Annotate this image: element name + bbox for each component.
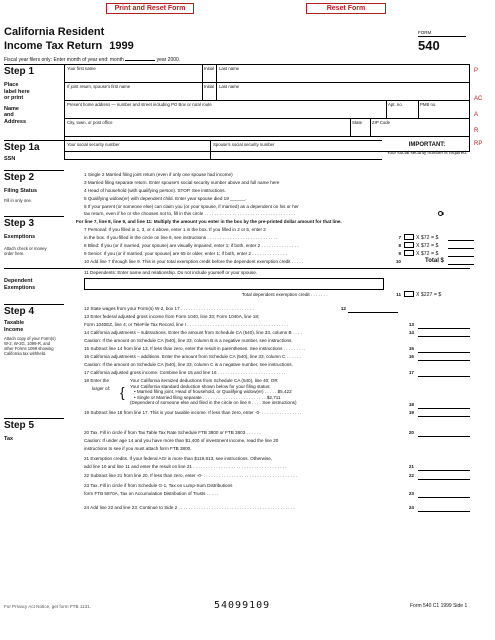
line18-num: 18 — [408, 402, 414, 407]
step1-sub — [4, 82, 54, 126]
step2-heading: Step 2 — [4, 172, 35, 183]
form-label-rule — [418, 36, 466, 37]
line16-num: 16 — [408, 354, 414, 359]
line17-text: 17 California adjusted gross income. Combine line 15 and line 16 . . . . . . . . . . . . . . . . . . . . . . . . . . . — [84, 370, 286, 375]
step2-note: Fill in only one. — [4, 198, 32, 203]
line19-amount-rule — [418, 416, 470, 417]
line15-text: 15 Subtract line 14 from line 13. If less than zero, enter the result in parentheses. See instructions . . . . . . . . . — [84, 346, 306, 351]
line9-box[interactable] — [404, 250, 414, 256]
radio-circle-icon — [438, 211, 443, 216]
step1-heading: Step 1 — [4, 66, 35, 77]
step1-sub-address: Address — [4, 118, 27, 125]
line22-amount-rule — [418, 479, 470, 480]
step4-note: Attach copy of your Form(s) W-2, W-2G, 1099-R, and other Forms 1099 showing California tax withheld. — [4, 336, 56, 357]
line21-text-a: 21 Exemption credits. If your federal AGI is more than $119,813, see instructions. Otherwise, — [84, 456, 273, 461]
city-label: City, town, or post office — [67, 120, 113, 125]
line15-amount-rule — [418, 352, 470, 353]
step4-rule — [4, 304, 64, 305]
line12-num: 12 — [340, 306, 346, 311]
initial-divider-2 — [202, 82, 203, 100]
line7-num: 7 — [398, 235, 401, 240]
line14-num: 14 — [408, 330, 414, 335]
apt-divider — [386, 100, 387, 118]
line8-amount-rule — [448, 248, 474, 249]
line6-circle[interactable] — [438, 211, 445, 217]
line13-amount-rule — [418, 328, 470, 329]
line6-text-b: tax return, even if he or she chooses not to, fill in this circle . . . . . . . . . . . . . . . . . . . . . . . . . . . . . . . . . . . . — [84, 211, 296, 216]
last-name-label-2: Last name — [219, 84, 240, 89]
line20-num: 20 — [408, 430, 414, 435]
line8-text: 8 Blind: If you (or if married, your spouse) are visually impaired, enter 1; if both, enter 2 . . . . . . . . . . . . . . . — [84, 243, 299, 248]
step1-sub-and: and — [4, 112, 14, 119]
line18-standard: Your California standard deduction shown below for your filing status: — [130, 383, 271, 389]
step1-sub-name: Name — [4, 105, 19, 112]
exemption-instruction: For line 7, line 8, line 9, and line 11: Multiply the amount you enter in the box by the pre-printed dollar amount for that line. — [76, 219, 342, 224]
side-code-p: P — [474, 68, 479, 74]
filing-status-head-household[interactable]: 4 Head of household (with qualifying person). STOP. See instructions. — [84, 188, 226, 193]
spouse-ssn-field[interactable] — [212, 148, 342, 158]
step1a-rule — [4, 140, 64, 141]
initial-divider — [202, 64, 203, 82]
step5-sub: Tax — [4, 436, 14, 442]
form-number: 540 — [418, 38, 440, 53]
dependents-heading-1: Dependent — [4, 278, 33, 284]
form-side-id: Form 540 C1 1999 Side 1 — [410, 603, 468, 609]
line12-amount-rule — [348, 312, 398, 313]
address-field[interactable] — [65, 108, 385, 117]
line15-num: 15 — [408, 346, 414, 351]
pmb-divider — [418, 100, 419, 118]
form-title-line2 — [4, 40, 134, 53]
line6-num: 6 — [441, 211, 444, 216]
ssn-divider — [210, 140, 211, 160]
line24-amount-rule — [418, 511, 470, 512]
line10-calc: Total $ — [425, 258, 444, 264]
line21-amount-rule — [418, 470, 470, 471]
zip-divider — [370, 118, 371, 136]
step4-heading: Step 4 — [4, 306, 35, 317]
line23-text: form FTB 5870A, Tax on Accumulation Distribution of Trusts . . . . . — [84, 491, 219, 496]
state-divider — [350, 118, 351, 136]
dependents-total-label: Total dependent exemption credit . . . . . . . — [242, 292, 328, 297]
line8-calc: X $72 = $ — [416, 243, 439, 249]
first-name-label: Your first name — [67, 66, 96, 71]
line9-text: 9 Senior: If you (or if married, your spouse) are 65 or older, enter 1; if both, enter 2 . . . . . . . . . . . . . . — [84, 251, 287, 256]
line10-text: 10 Add line 7 through line 9. This is your total exemption credit before the dependent exemption credit . . . . . — [84, 259, 304, 264]
filing-status-widow[interactable]: 5 Qualifying widow(er) with dependent child. Enter year spouse died 19 ______. — [84, 196, 247, 201]
reset-form-button[interactable]: Reset Form — [306, 3, 386, 14]
line9-amount-rule — [448, 256, 474, 257]
pmb-label: PMB no. — [420, 102, 437, 107]
line19-text: 19 Subtract line 18 from line 17. This is your taxable income. If less than zero, enter -0- . . . . . . . . . . . . . . . . — [84, 410, 302, 415]
step1-sub-place: Place — [4, 82, 19, 88]
line7-amount-rule — [448, 240, 474, 241]
line16-text: 16 California adjustments – additions. Enter the amount from Schedule CA (540), line 33, column C . . . . . . — [84, 354, 301, 359]
line12-text: 12 State wages from your Form(s) W-2, box 17 . . . . . . . . . . . . . . . . . . . . . . . . . . . . . — [84, 306, 254, 311]
line18-mfj: • Married filing joint, Head of household, or Qualifying widow(er) . . . . . $5,422 — [134, 389, 292, 394]
line18-lead: 18 Enter the — [84, 378, 110, 383]
line8-box[interactable] — [404, 242, 414, 248]
line17-amount-rule — [418, 376, 470, 377]
step1-sub-print: or print — [4, 95, 24, 102]
step1a-heading: Step 1a — [4, 142, 40, 153]
side-code-rp: RP — [474, 141, 483, 147]
city-field[interactable] — [65, 126, 349, 135]
step5-rule — [4, 418, 64, 419]
step2-rule — [4, 170, 64, 171]
step1-rule — [4, 64, 64, 65]
form-barcode-number: 54099109 — [214, 600, 271, 611]
dependents-heading — [4, 278, 35, 291]
line14-text: 14 California adjustments – subtractions. Enter the amount from Schedule CA (540), line 33, column B . . . . — [84, 330, 302, 335]
dependents-entry-box[interactable] — [84, 278, 384, 290]
line6-text: 6 If your parent (or someone else) can claim you (or your spouse, if married) as a dependent on his or her — [84, 204, 299, 209]
line10-amount-rule — [448, 264, 474, 265]
line18-options — [130, 378, 400, 406]
filing-status-single-joint[interactable]: 1 Single 2 Married filing joint return (even if only one spouse had income) — [84, 172, 233, 177]
name-row-rule2 — [64, 100, 470, 101]
line11-text: 11 Dependents: Enter name and relationship. Do not include yourself or your spouse. — [84, 270, 258, 275]
line17-num: 17 — [408, 370, 414, 375]
line16-amount-rule — [418, 360, 470, 361]
line13-num: 13 — [408, 322, 414, 327]
step3-sub: Exemptions — [4, 234, 36, 240]
your-ssn-field[interactable] — [66, 148, 196, 158]
line13-text: Form 1040EZ, line 4; or TeleFile Tax Record, line I . . . . . . . . . . . . . . . . . . . . . . . . . . . . . . . . . . . . . . . . — [84, 322, 289, 327]
line20-text: 20 Tax. Fill in circle if from Tax Table Tax Rate Schedule FTB 3800 or FTB 3803 . . . . . . — [84, 430, 261, 435]
step4-sub — [4, 320, 24, 333]
line9-num: 9 — [398, 251, 401, 256]
initial-label-2: Initial — [204, 84, 215, 89]
line23-num: 23 — [408, 491, 414, 496]
dependents-heading-2: Exemptions — [4, 284, 36, 291]
line11-calc: X $227 = $ — [416, 292, 442, 298]
form-label: FORM — [418, 30, 432, 35]
fiscal-month-field[interactable] — [125, 60, 155, 61]
step4-sub-taxable: Taxable — [4, 320, 25, 326]
line9-calc: X $72 = $ — [416, 251, 439, 257]
line24-num: 24 — [408, 505, 414, 510]
apt-label: Apt. no. — [388, 102, 403, 107]
dependents-rule — [4, 268, 470, 269]
line18-amount-rule — [418, 408, 470, 409]
step4-sub-income: Income — [4, 326, 24, 333]
line11-box[interactable] — [404, 291, 414, 297]
side-code-a: A — [474, 112, 479, 118]
line18-dependent-note: (Dependent of someone else and filed in the circle on line 6 . . . . See instructions) — [130, 400, 297, 405]
state-label: State — [352, 120, 363, 125]
address-label: Present home address — number and street including PO Box or rural route — [67, 102, 212, 107]
line24-text: 24 Add line 22 and line 23. Continue to Side 2 . . . . . . . . . . . . . . . . . . . . . . . . . . . . . . . . . . . . . . . . . . . . . . — [84, 505, 295, 510]
step1-sub-label: label here — [4, 88, 30, 95]
spouse-ssn-label: Spouse's social security number — [213, 142, 275, 147]
line7-text-a: 7 Personal: If you filled in 1, 3, or 4 above, enter 1 in the box. If you filled in 2 or 5, enter 2 — [84, 227, 266, 232]
line13-text-a: 13 Enter federal adjusted gross income from Form 1040, line 33; Form 1040A, line 18; — [84, 314, 260, 319]
line20-caution: Caution: If under age 14 and you have more than $1,400 of investment income, read the line 20 — [84, 438, 279, 443]
form-year: 1999 — [109, 40, 134, 52]
line7-text: in the box. If you filled in the circle on line 6, see instructions . . . . . . . . . . . . . . . . . . . . . . . . . . . . — [84, 235, 278, 240]
line7-box[interactable] — [404, 234, 414, 240]
line23-amount-rule — [418, 497, 470, 498]
name-row-rule3 — [64, 118, 470, 119]
spouse-first-name-label: If joint return, spouse's first name — [67, 84, 131, 89]
form-title-text: Income Tax Return — [4, 40, 103, 52]
form-title-line1: California Resident — [4, 26, 105, 38]
side-code-r: R — [474, 128, 479, 134]
line22-num: 22 — [408, 473, 414, 478]
important-note: Your social security number is required. — [386, 150, 468, 155]
line18-itemized: Your California itemized deductions from Schedule CA (540), line 40; OR — [130, 378, 278, 383]
step3-heading: Step 3 — [4, 218, 35, 229]
print-and-reset-form-button[interactable]: Print and Reset Form — [106, 3, 194, 14]
step3-note: Attach check or money order here. — [4, 246, 47, 257]
your-ssn-label: Your social security number — [67, 142, 120, 147]
line14-amount-rule — [418, 336, 470, 337]
fiscal-year-note — [4, 57, 180, 63]
line21-text: add line 10 and line 11 and enter the result on line 21 . . . . . . . . . . . . . . . . . . . . . . . . . . . . . . . . . . . . . — [84, 464, 287, 469]
spouse-first-name-field[interactable] — [65, 90, 200, 99]
first-name-field[interactable] — [65, 72, 200, 81]
line16-caution: Caution: If the amount on Schedule CA (540), line 33, column C is a negative number, see instructions. — [84, 362, 293, 367]
step2-sub: Filing Status — [4, 188, 37, 194]
name-row-rule4 — [64, 136, 470, 137]
privacy-notice: For Privacy Act Notice, get form FTB 1131. — [4, 604, 91, 609]
line20-caution-2: instructions to see if you must attach form FTB 3800. — [84, 446, 192, 451]
line14-caution: Caution: If the amount on Schedule CA (540), line 33, column B is a negative number, see instructions. — [84, 338, 293, 343]
line11-num: 11 — [396, 292, 401, 297]
line10-num: 10 — [395, 259, 401, 264]
last-name-label-1: Last name — [219, 66, 240, 71]
step1a-sub: SSN — [4, 156, 16, 162]
line21-num: 21 — [408, 464, 414, 469]
fiscal-year-end-text: year 2000. — [156, 57, 181, 63]
line7-calc: X $72 = $ — [416, 235, 439, 241]
line8-num: 8 — [398, 243, 401, 248]
line19-num: 19 — [408, 410, 414, 415]
side-code-ac: AC — [474, 96, 483, 102]
line18-single: • Single or Married filing separate . . . . . . . . . . . . . . . . . . . . . . . . . $2,711 — [134, 394, 281, 400]
step3-rule — [4, 216, 64, 217]
fiscal-year-text: Fiscal year filers only: Enter month of year end: month — [4, 57, 124, 63]
line20-amount-rule — [418, 436, 470, 437]
name-row-rule1 — [64, 82, 470, 83]
last-name-field[interactable] — [217, 72, 469, 81]
step5-heading: Step 5 — [4, 420, 35, 431]
spouse-last-name-field[interactable] — [217, 90, 469, 99]
line18-larger: larger of: — [92, 386, 111, 391]
line18-brace: { — [120, 384, 125, 400]
zip-label: ZIP Code — [372, 120, 391, 125]
line23-text-a: 23 Tax. Fill in circle if from Schedule G-1, Tax on Lump-Sum Distributions — [84, 483, 233, 488]
important-heading: IMPORTANT: — [408, 142, 446, 148]
line22-text: 22 Subtract line 21 from line 20. If less than zero, enter -0- . . . . . . . . . . . . . . . . . . . . . . . . . . . . . . . . . . . . . — [84, 473, 297, 478]
filing-status-married-separate[interactable]: 3 Married filing separate return. Enter spouse's social security number above and full name here — [84, 180, 280, 185]
initial-label-1: Initial — [204, 66, 215, 71]
